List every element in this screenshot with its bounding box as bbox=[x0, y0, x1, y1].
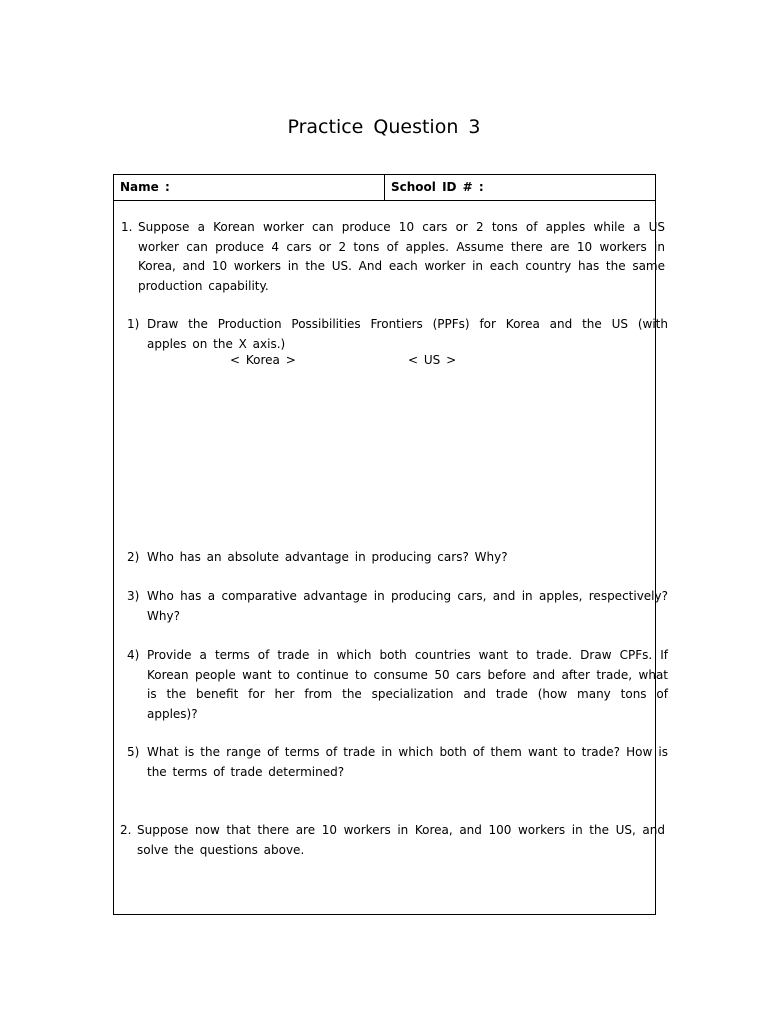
sub-question-5-text: What is the range of terms of trade in which both of them want to trade? How is the terms of trade determined? bbox=[147, 745, 668, 779]
graph-drawing-area bbox=[120, 375, 650, 545]
name-label: Name : bbox=[120, 180, 170, 194]
sub-question-1-text: Draw the Production Possibilities Frontiers (PPFs) for Korea and the US (with apples on the X axis.) bbox=[147, 317, 668, 351]
korea-graph-label: < Korea > bbox=[230, 353, 296, 367]
question-1 bbox=[121, 218, 665, 296]
header-row bbox=[114, 175, 655, 201]
sub-question-4-text: Provide a terms of trade in which both countries want to trade. Draw CPFs. If Korean people want to continue to consume 50 cars before and after trade, what is the benefit for her from the specialization and trade (how many tons of apples)? bbox=[147, 648, 668, 721]
question-2-number: 2. bbox=[120, 823, 132, 837]
school-id-label: School ID # : bbox=[391, 180, 484, 194]
sub-question-4 bbox=[127, 646, 668, 724]
sub-question-5-number: 5) bbox=[127, 745, 140, 759]
question-2-text: Suppose now that there are 10 workers in Korea, and 100 workers in the US, and solve the questions above. bbox=[137, 823, 665, 857]
sub-question-1-number: 1) bbox=[127, 317, 140, 331]
sub-question-5 bbox=[127, 743, 668, 782]
sub-question-3-text: Who has a comparative advantage in producing cars, and in apples, respectively? Why? bbox=[147, 589, 668, 623]
page-title: Practice Question 3 bbox=[287, 116, 481, 138]
sub-question-3 bbox=[127, 587, 668, 626]
sub-question-2-text: Who has an absolute advantage in producing cars? Why? bbox=[147, 550, 508, 564]
sub-question-3-number: 3) bbox=[127, 589, 140, 603]
question-1-number: 1. bbox=[121, 220, 133, 234]
question-sheet bbox=[113, 174, 668, 915]
sub-question-2 bbox=[127, 548, 668, 568]
question-2 bbox=[120, 821, 665, 860]
question-1-text: Suppose a Korean worker can produce 10 cars or 2 tons of apples while a US worker can produce 4 cars or 2 tons of apples. Assume there are 10 workers in Korea, and 10 workers in the US. And each worker in each country has the same production capability. bbox=[138, 220, 665, 293]
sub-question-1 bbox=[127, 315, 668, 354]
sub-question-4-number: 4) bbox=[127, 648, 140, 662]
header-divider bbox=[384, 175, 385, 200]
us-graph-label: < US > bbox=[408, 353, 457, 367]
sub-question-2-number: 2) bbox=[127, 550, 140, 564]
